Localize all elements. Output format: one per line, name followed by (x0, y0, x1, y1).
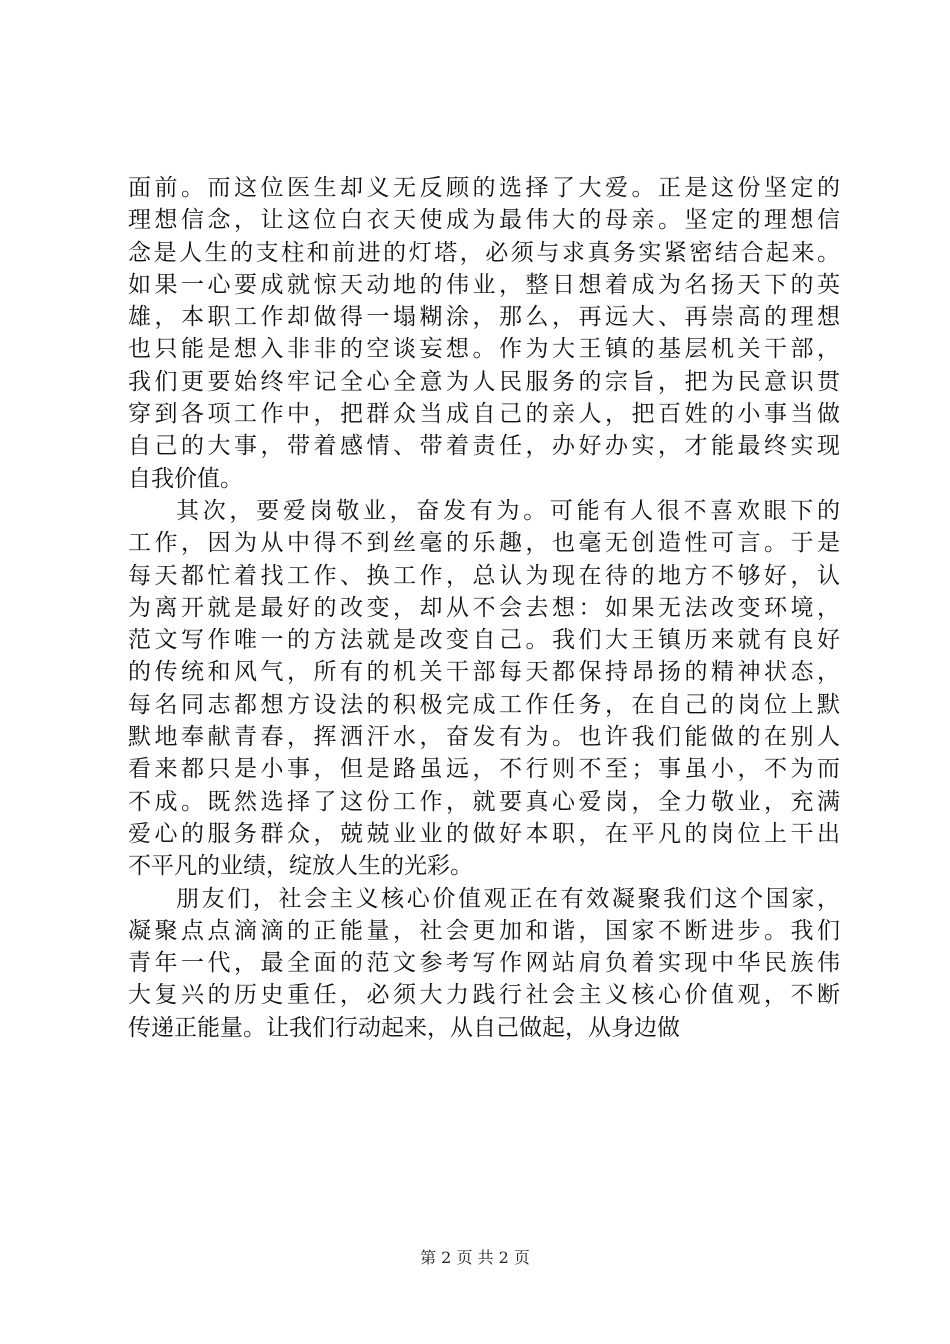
text-line: 工作，因为从中得不到丝毫的乐趣，也毫无创造性可言。于是 (128, 530, 840, 557)
body-text (128, 172, 840, 1044)
text-line: 如果一心要成就惊天动地的伟业，整日想着成为名扬天下的英 (128, 271, 840, 298)
text-line: 我们更要始终牢记全心全意为人民服务的宗旨，把为民意识贯 (128, 368, 840, 395)
text-line: 面前。而这位医生却义无反顾的选择了大爱。正是这份坚定的 (128, 175, 840, 201)
text-line: 爱心的服务群众，兢兢业业的做好本职，在平凡的岗位上干出 (128, 820, 840, 847)
text-line: 看来都只是小事，但是路虽远，不行则不至；事虽小，不为而 (128, 756, 840, 783)
text-line: 默地奉献青春，挥洒汗水，奋发有为。也许我们能做的在别人 (128, 724, 840, 751)
text-line: 穿到各项工作中，把群众当成自己的亲人，把百姓的小事当做 (128, 401, 840, 428)
text-line: 传递正能量。让我们行动起来，从自己做起，从身边做 (128, 1014, 680, 1041)
text-line: 范文写作唯一的方法就是改变自己。我们大王镇历来就有良好 (128, 627, 840, 654)
text-line: 自我价值。 (128, 465, 243, 492)
text-line: 不成。既然选择了这份工作，就要真心爱岗，全力敬业，充满 (128, 788, 840, 815)
text-line: 雄，本职工作却做得一塌糊涂，那么，再远大、再崇高的理想 (128, 304, 840, 331)
paragraph-start-line: 其次，要爱岗敬业，奋发有为。可能有人很不喜欢眼下的 (176, 497, 840, 524)
text-line: 每名同志都想方设法的积极完成工作任务，在自己的岗位上默 (128, 691, 840, 718)
text-line: 的传统和风气，所有的机关干部每天都保持昂扬的精神状态， (128, 659, 840, 686)
text-line: 凝聚点点滴滴的正能量，社会更加和谐，国家不断进步。我们 (128, 917, 840, 944)
text-line: 每天都忙着找工作、换工作，总认为现在待的地方不够好，认 (128, 562, 840, 589)
page-number-footer: 第 2 页 共 2 页 (420, 1248, 530, 1267)
text-line: 不平凡的业绩，绽放人生的光彩。 (128, 853, 473, 880)
text-line: 念是人生的支柱和前进的灯塔，必须与求真务实紧密结合起来。 (128, 239, 840, 266)
text-line: 为离开就是最好的改变，却从不会去想：如果无法改变环境， (128, 594, 840, 621)
paragraph-start-line: 朋友们，社会主义核心价值观正在有效凝聚我们这个国家， (176, 885, 840, 912)
text-line: 青年一代，最全面的范文参考写作网站肩负着实现中华民族伟 (128, 950, 840, 977)
text-line: 理想信念，让这位白衣天使成为最伟大的母亲。坚定的理想信 (128, 207, 840, 234)
text-line: 自己的大事，带着感情、带着责任，办好办实，才能最终实现 (128, 433, 840, 460)
text-line: 大复兴的历史重任，必须大力践行社会主义核心价值观，不断 (128, 982, 840, 1009)
text-line: 也只能是想入非非的空谈妄想。作为大王镇的基层机关干部， (128, 336, 840, 363)
